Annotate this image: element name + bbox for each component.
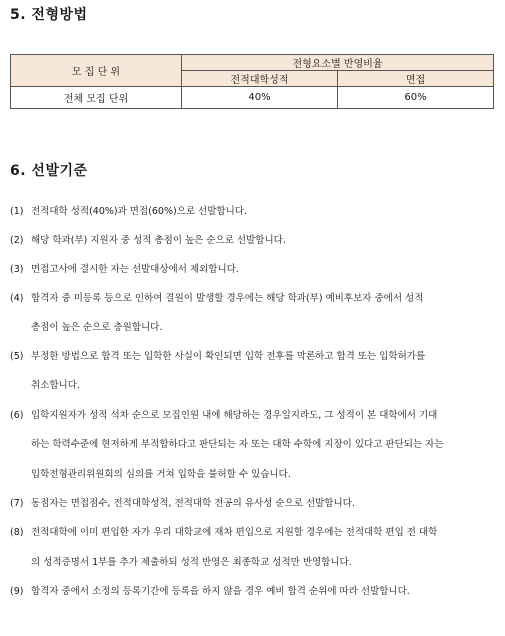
item-text: 입학지원자가 성적 석차 순으로 모집인원 내에 해당하는 경우일지라도, 그 성적이 본 대학에서 기대 [31, 410, 438, 421]
item-number: (9) [10, 586, 24, 597]
list-item [10, 495, 498, 509]
list-item [10, 290, 498, 304]
list-item [10, 583, 498, 597]
list-item [10, 232, 498, 246]
list-item [10, 524, 498, 538]
item-number: (6) [10, 410, 24, 421]
interview-ratio-cell: 60% [338, 87, 494, 109]
list-item [10, 261, 498, 275]
item-text-continued: 의 성적증명서 1부를 추가 제출하되 성적 반영은 최종학교 성적만 반영합니다. [31, 557, 352, 568]
item-number: (4) [10, 293, 24, 304]
ratio-group-header: 전형요소별 반영비율 [182, 55, 494, 71]
item-number: (7) [10, 498, 24, 509]
item-text: 해당 학과(부) 지원자 중 성적 총점이 높은 순으로 선발합니다. [31, 235, 286, 246]
list-item [10, 348, 498, 362]
interview-header: 면접 [338, 71, 494, 87]
transcript-ratio-cell: 40% [182, 87, 338, 109]
list-item [10, 203, 498, 217]
item-text: 합격자 중 미등록 등으로 인하여 결원이 발생할 경우에는 해당 학과(부) 예비후보자 중에서 성적 [31, 293, 424, 304]
recruit-unit-header: 모 집 단 위 [11, 55, 182, 87]
item-number: (1) [10, 206, 24, 217]
section-5-title: 5. 전형방법 [10, 7, 88, 23]
section-6-title: 6. 선발기준 [10, 163, 88, 179]
reflection-ratio-table [10, 54, 494, 109]
item-text: 동점자는 면접점수, 전적대학성적, 전적대학 전공의 유사성 순으로 선발합니다. [31, 498, 355, 509]
item-number: (3) [10, 264, 24, 275]
item-number: (2) [10, 235, 24, 246]
item-text-continued: 입학전형관리위원회의 심의를 거쳐 입학을 불허할 수 있습니다. [31, 469, 291, 480]
item-text: 합격자 중에서 소정의 등록기간에 등록을 하지 않을 경우 예비 합격 순위에 따라 선발합니다. [31, 586, 410, 597]
item-text: 전적대학 성적(40%)과 면접(60%)으로 선발합니다. [31, 206, 247, 217]
item-text-continued: 취소합니다. [31, 380, 80, 391]
item-number: (8) [10, 527, 24, 538]
table-header-row [11, 55, 494, 71]
item-text-continued: 총점이 높은 순으로 충원합니다. [31, 322, 163, 333]
transcript-header: 전적대학성적 [182, 71, 338, 87]
item-text: 부정한 방법으로 합격 또는 입학한 사실이 확인되면 입학 전후를 막론하고 합격 또는 입학허가를 [31, 351, 426, 362]
item-text: 면접고사에 결시한 자는 선발대상에서 제외합니다. [31, 264, 239, 275]
list-item [10, 407, 498, 421]
item-text: 전적대학에 이미 편입한 자가 우리 대학교에 재차 편입으로 지원할 경우에는 전적대학 편입 전 대학 [31, 527, 438, 538]
item-number: (5) [10, 351, 24, 362]
item-text-continued: 하는 학력수준에 현저하게 부적합하다고 판단되는 자 또는 대학 수학에 지장이 있다고 판단되는 자는 [31, 439, 444, 450]
table-row [11, 87, 494, 109]
unit-cell: 전체 모집 단위 [11, 87, 182, 109]
